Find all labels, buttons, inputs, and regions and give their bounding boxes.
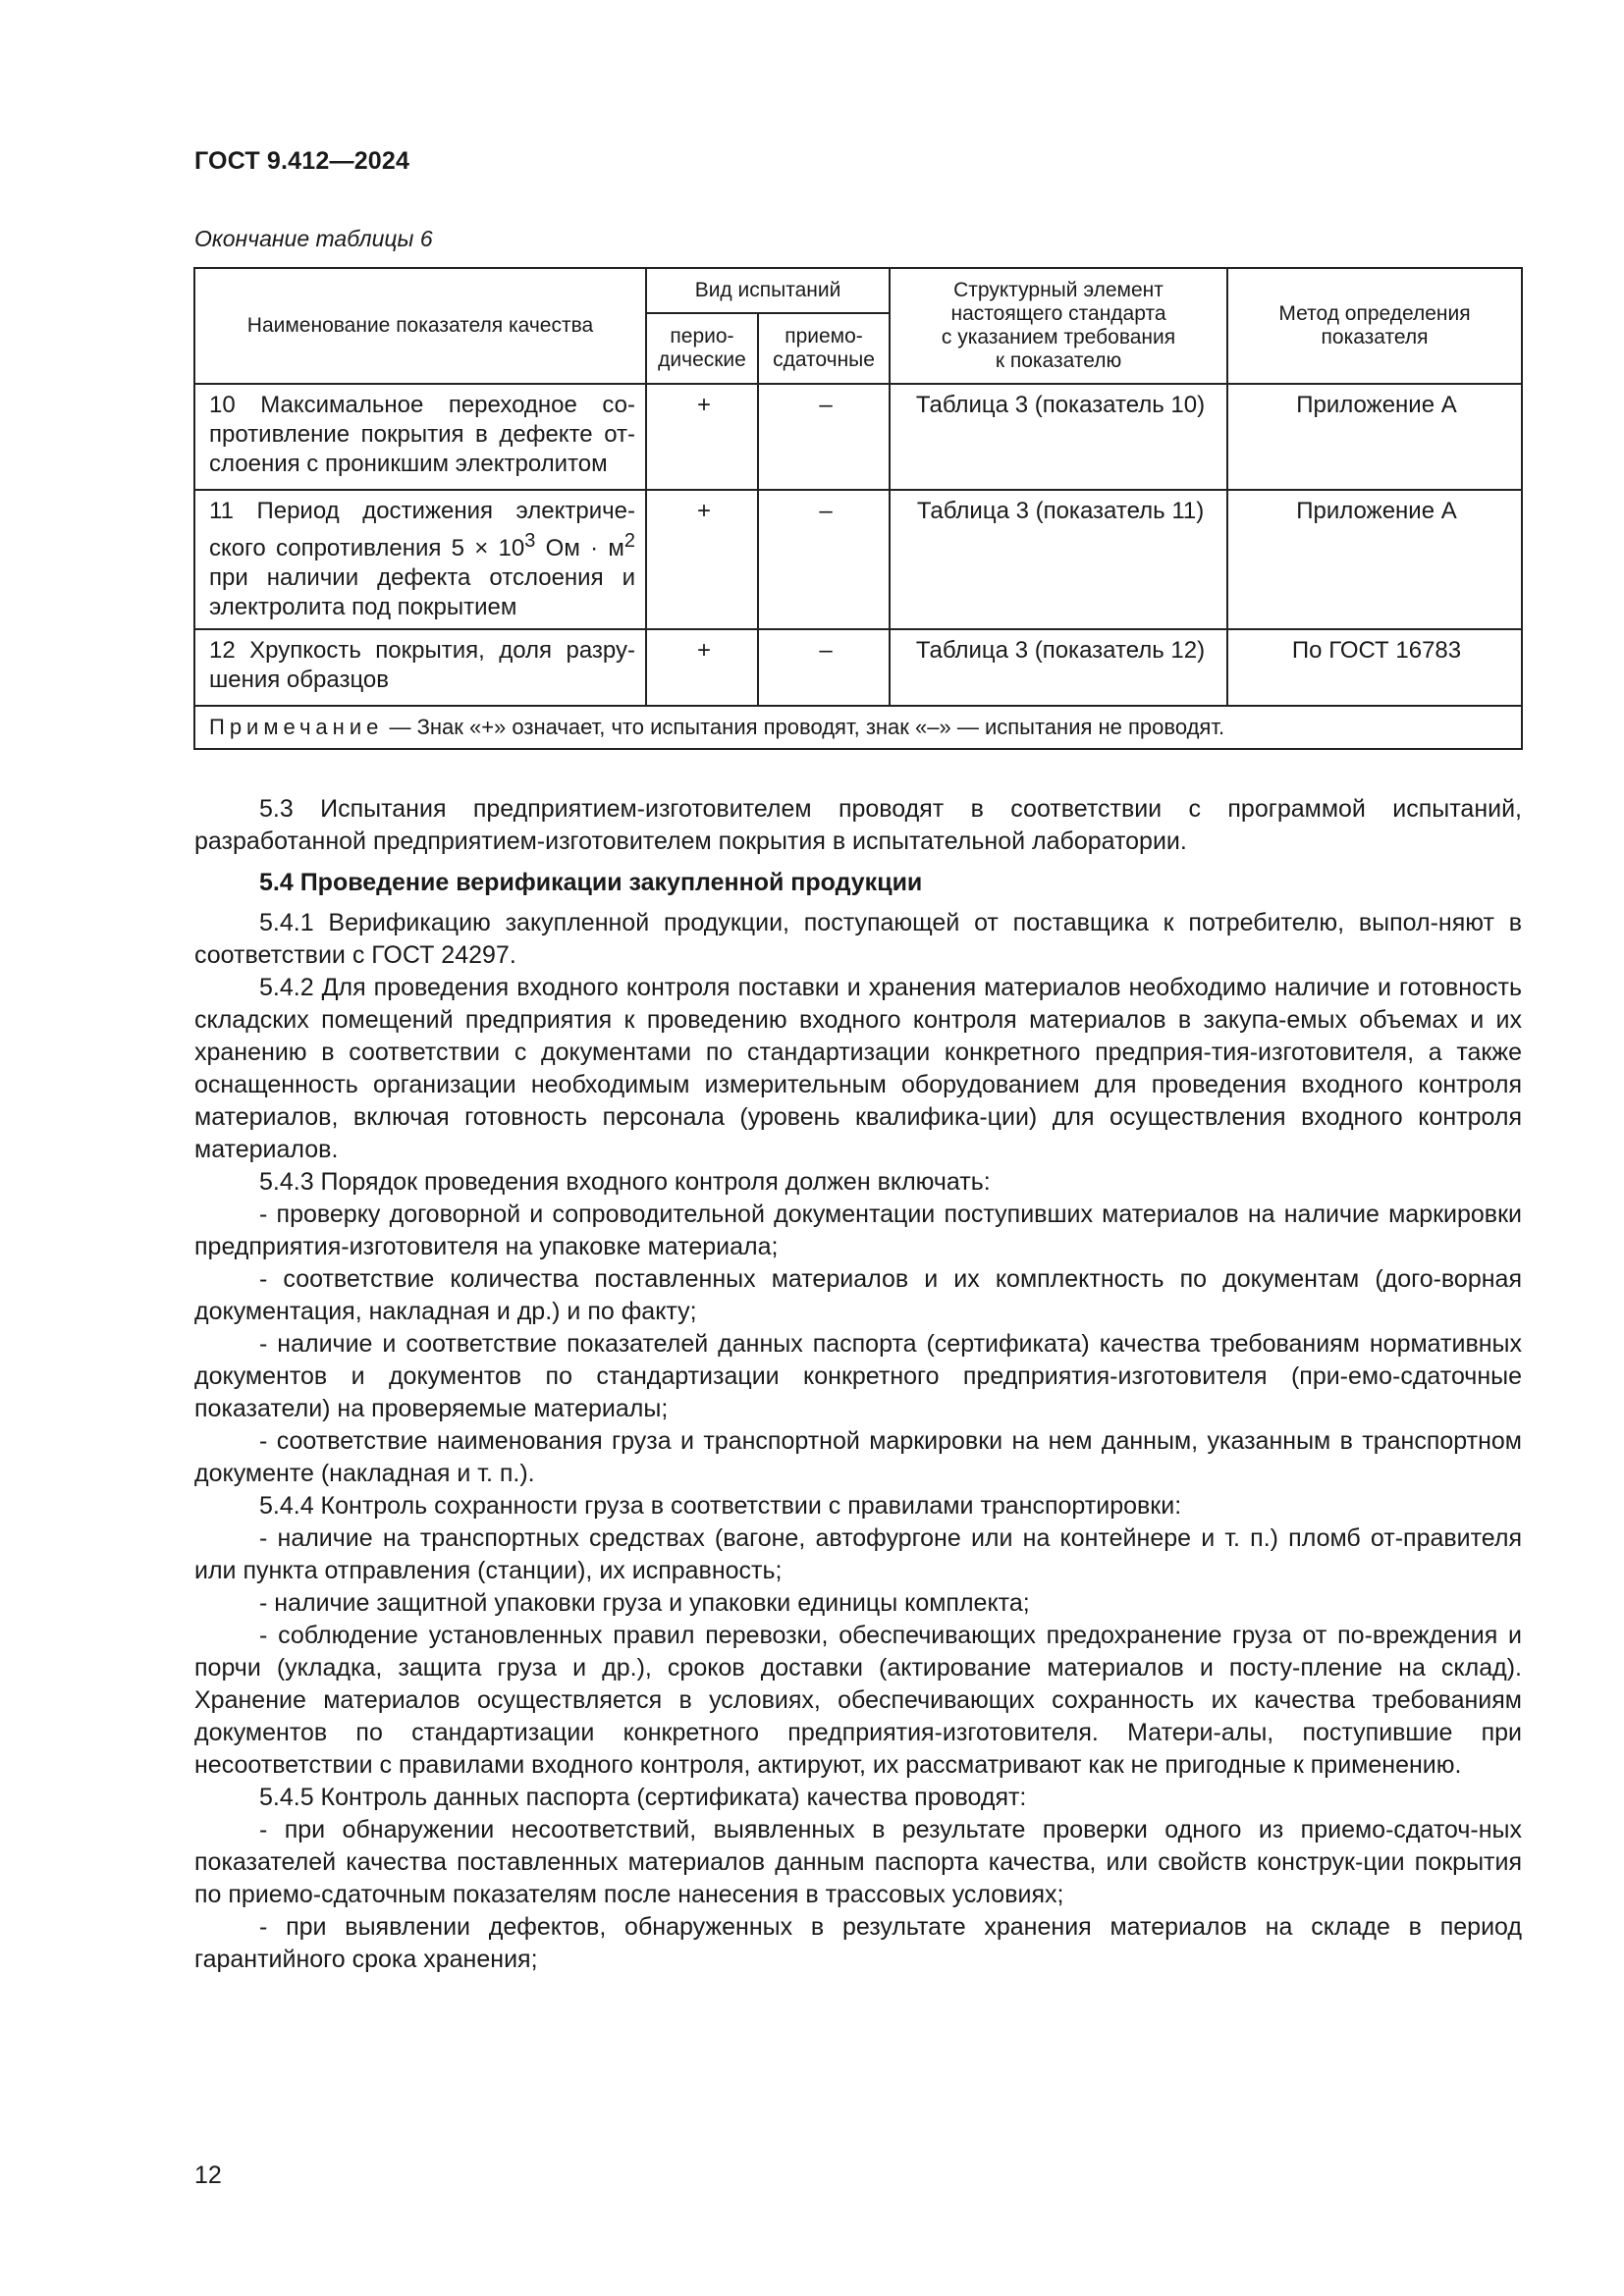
list-item: - наличие защитной упаковки груза и упаковки единицы комплекта; [259,1589,1030,1617]
paragraph-5-4-1: 5.4.1 Верификацию закупленной продукции, поступающей от поставщика к потребителю, выпол-няют в соответствии с ГОСТ 24297. [194,909,1522,969]
paragraph-5-4-5: 5.4.5 Контроль данных паспорта (сертификата) качества проводят: [259,1784,1027,1811]
note-label: Примечание [209,715,384,739]
header-name: Наименование показателя качества [194,268,646,384]
row-name-part: при наличии дефекта отслоения и электролита под покрытием [209,564,635,620]
paragraph-5-4-3: 5.4.3 Порядок проведения входного контроля должен включать: [259,1168,991,1196]
table-caption: Окончание таблицы 6 [194,226,433,251]
list-item: - соблюдение установленных правил перевозки, обеспечивающих предохранение груза от по-вреждения и порчи (укладка, защита груза и др.), сроков доставки (актирование материалов и посту-пление на склад). Хранение материалов осуществляется в условиях, обеспечивающих сохранность их качества требованиям документов по стандартизации конкретного предприятия-изготовителя. Матери-алы, поступившие при несоответствии с правилами входного контроля, актируют, их рассматривают как не пригодные к применению. [194,1622,1522,1779]
superscript: 3 [524,530,536,552]
row-structural: Таблица 3 (показатель 10) [890,384,1227,490]
page-number: 12 [194,2162,222,2189]
table-row [194,490,1522,629]
row-method: По ГОСТ 16783 [1227,629,1522,706]
header-structural: Структурный элемент настоящего стандарта с указанием требования к показателю [890,268,1227,384]
body-text [194,793,1522,1976]
row-acceptance: – [758,490,890,629]
quality-table [193,267,1523,750]
header-method: Метод определения показателя [1227,268,1522,384]
table-row [194,384,1522,490]
row-periodic: + [646,490,758,629]
list-item: - при обнаружении несоответствий, выявленных в результате проверки одного из приемо-сдаточ-ных показателей качества поставленных материалов данным паспорта качества, или свойств конструк-ции покрытия по приемо-сдаточным показателям после нанесения в трассовых условиях; [194,1816,1522,1908]
row-acceptance: – [758,384,890,490]
row-method: Приложение А [1227,490,1522,629]
paragraph-5-4-2: 5.4.2 Для проведения входного контроля поставки и хранения материалов необходимо наличие и готовность складских помещений предприятия к проведению входного контроля материалов в закупа-емых объемах и их хранению в соответствии с документами по стандартизации конкретного предприя-тия-изготовителя, а также оснащенность организации необходимым измерительным оборудованием для проведения входного контроля материалов, включая готовность персонала (уровень квалифика-ции) для осуществления входного контроля материалов. [194,974,1522,1163]
header-test-types: Вид испытаний [646,268,890,313]
row-name: 12 Хрупкость покрытия, доля разру-шения образцов [194,629,646,706]
paragraph-5-3: 5.3 Испытания предприятием-изготовителем проводят в соответствии с программой испытаний, разработанной предприятием-изготовителем покрытия в испытательной лаборатории. [194,795,1522,855]
row-periodic: + [646,384,758,490]
list-item: - соответствие количества поставленных материалов и их комплектность по документам (дого-ворная документация, накладная и др.) и по факту; [194,1265,1522,1325]
list-item: - наличие и соответствие показателей данных паспорта (сертификата) качества требованиям нормативных документов и документов по стандартизации конкретного предприятия-изготовителя (при-емо-сдаточные показатели) на проверяемые материалы; [194,1330,1522,1422]
list-item: - при выявлении дефектов, обнаруженных в результате хранения материалов на складе в период гарантийного срока хранения; [194,1913,1522,1973]
row-name-part: Ом · м [535,535,624,561]
row-method: Приложение А [1227,384,1522,490]
note-text: — Знак «+» означает, что испытания проводят, знак «–» — испытания не проводят. [383,715,1225,739]
table-note [194,706,1522,749]
table-note-row [194,706,1522,749]
paragraph-5-4-4: 5.4.4 Контроль сохранности груза в соответствии с правилами транспортировки: [259,1492,1182,1520]
row-acceptance: – [758,629,890,706]
row-name: 10 Максимальное переходное со-противление покрытия в дефекте от-слоения с проникшим электролитом [194,384,646,490]
list-item: - наличие на транспортных средствах (вагоне, автофургоне или на контейнере и т. п.) пломб от-правителя или пункта отправления (станции), их исправность; [194,1524,1522,1584]
table-row [194,629,1522,706]
superscript: 2 [623,530,635,552]
header-periodic: перио- дические [646,313,758,384]
header-acceptance: приемо- сдаточные [758,313,890,384]
document-header: ГОСТ 9.412—2024 [194,147,410,175]
row-periodic: + [646,629,758,706]
row-name [194,490,646,629]
row-name-part: 11 Период достижения электриче-ского сопротивления 5 × 10 [209,498,635,561]
list-item: - проверку договорной и сопроводительной документации поступивших материалов на наличие маркировки предприятия-изготовителя на упаковке материала; [194,1201,1522,1260]
section-heading-5-4: 5.4 Проведение верификации закупленной продукции [259,869,923,896]
row-structural: Таблица 3 (показатель 11) [890,490,1227,629]
list-item: - соответствие наименования груза и транспортной маркировки на нем данным, указанным в транспортном документе (накладная и т. п.). [194,1427,1522,1487]
row-structural: Таблица 3 (показатель 12) [890,629,1227,706]
